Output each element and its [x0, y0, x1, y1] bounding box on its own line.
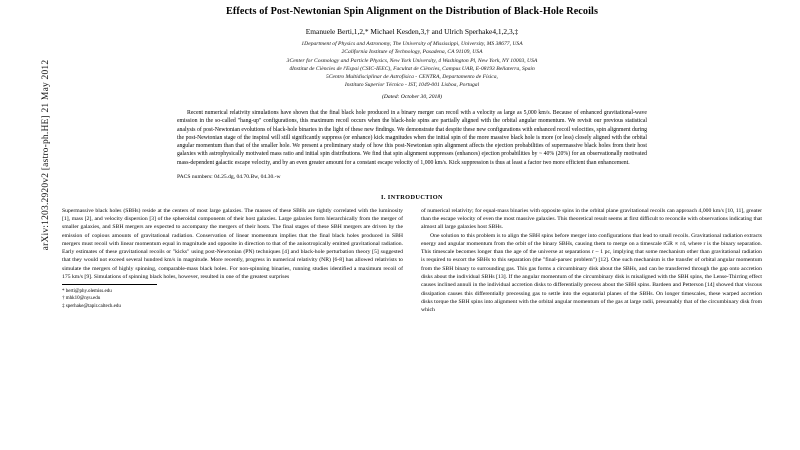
column-left — [62, 207, 403, 316]
section-heading-introduction: I. INTRODUCTION — [381, 193, 443, 201]
affiliation-item: 5Centro Multidisciplinar de Astrofísica - CENTRA, Departamento de Física, — [326, 73, 498, 80]
body-columns — [62, 207, 762, 316]
footnote-email-berti[interactable]: * berti@phy.olemiss.edu — [62, 288, 112, 294]
paper-page — [62, 0, 762, 450]
affiliation-item: Instituto Superior Técnico - IST, 1049-001 Lisboa, Portugal — [344, 81, 480, 88]
abstract-text: Recent numerical relativity simulations have shown that the final black hole produced in a binary merger can recoil with a velocity as large as 5,000 km/s. Because of enhanced gravitational-wave emission in the so-called "hang-up" configurations, this maximum recoil occurs when the black-hole spins are partially aligned with the orbital angular momentum. We revisit our previous statistical analysis of post-Newtonian evolutions of black-hole binaries in the light of these new findings. We demonstrate that despite these new configurations with enhanced recoil velocities, spin alignment during the post-Newtonian stage of the inspiral will still significantly suppress (or enhance) kick magnitudes when the initial spin of the more massive black hole is more (or less) closely aligned with the orbital angular momentum than that of the smaller hole. We present a preliminary study of how this post-Newtonian spin alignment affects the ejection probabilities of supermassive black holes from their host galaxies with astrophysically motivated mass ratio and initial spin distributions. We find that spin alignment suppresses (enhances) ejection probabilities by ~ 40% (20%) for an observationally motivated mass-dependent galactic escape velocity, and by an even greater amount for a constant escape velocity of 1,000 km/s. Kick suppression is thus at least a factor two more efficient than enhancement. — [177, 110, 647, 166]
affiliation-item: 3Center for Cosmology and Particle Physics, New York University, 4 Washington Pl, New York, NY 10003, USA — [286, 57, 538, 64]
pacs-numbers: PACS numbers: 04.25.dg, 04.70.Bw, 04.30.-w — [177, 173, 281, 180]
paragraph: Supermassive black holes (SBHs) reside at the centers of most large galaxies. The masses of these SBHs are tightly correlated with the luminosity [1], mass [2], and velocity dispersion [3] of the spheroidal components of their host galaxies. Large galaxies form hierarchically from the merger of smaller galaxies, and SBH mergers are expected to accompany the mergers of their hosts. The final stages of these SBH mergers are driven by the emission of copious amounts of gravitational radiation. Conservation of linear momentum implies that the final black holes produced in SBH mergers must recoil with linear momentum equal in magnitude and opposite in direction to that of the anisotropically emitted gravitational radiation. Early estimates of these gravitational recoils or "kicks" using post-Newtonian (PN) techniques [4] and black-hole perturbation theory [5] suggested that they would not exceed several hundred km/s in magnitude. More recently, progress in numerical relativity (NR) [6-8] has allowed relativists to simulate the mergers of highly spinning, comparable-mass black holes. For non-spinning binaries, running studies identified a maximum recoil of 175 km/s [9]. Simulations of spinning black holes, however, resulted in one of the greatest surprises — [62, 207, 403, 281]
paragraph: One solution to this problem is to align the SBH spins before merger into configurations that lead to small recoils. Gravitational radiation extracts energy and angular momentum from the orbit of the binary SBHs, causing them to merge on a timescale tGR ∝ r4, where r is the binary separation. This timescale becomes longer than the age of the universe at separations r ~ 1 pc, implying that some mechanism other than gravitational radiation is required to escort the SBHs to this separation (the "final-parsec problem") [12]. One such mechanism is the transfer of orbital angular momentum from the SBH binary to surrounding gas. This gas forms a circumbinary disk about the SBHs, and can be transferred through the gap onto accretion disks about the individual SBHs [13]. If the angular momentum of the circumbinary disk is misaligned with the SBH spins, the Lense-Thirring effect causes inclined annuli in the individual accretion disks to differentially precess about the SBH spins. Bardeen and Petterson [14] showed that viscous dissipation causes this differentially precessing gas to settle into the equatorial planes of the SBHs. On longer timescales, these warped accretion disks torque the SBH spins into alignment with the orbital angular momentum of the gas at large radii, presumably that of the circumbinary disk from which — [421, 232, 762, 314]
date-line: (Dated: October 30, 2018) — [382, 94, 442, 101]
affiliation-item: 1Department of Physics and Astronomy, The University of Mississippi, University, MS 38677, USA — [301, 41, 523, 48]
column-right-content — [421, 207, 762, 316]
paragraph: of numerical relativity; for equal-mass binaries with opposite spins in the orbital plane gravitational recoils can approach 4,000 km/s [10, 11], greater than the escape velocity of even the most massive galaxies. This theoretical result seems at first difficult to reconcile with observations indicating that almost all large galaxies host SBHs. — [421, 207, 762, 231]
column-right — [421, 207, 762, 316]
affiliation-item: 2California Institute of Technology, Pasadena, CA 91109, USA — [341, 49, 483, 56]
page-title: Effects of Post-Newtonian Spin Alignment on the Distribution of Black-Hole Recoils — [225, 6, 599, 17]
abstract — [177, 109, 647, 167]
author-list: Emanuele Berti,1,2,* Michael Kesden,3,† and Ulrich Sperhake4,1,2,3,‡ — [305, 26, 519, 36]
footnote-email-kesden[interactable]: † mhk10@nyu.edu — [62, 296, 101, 302]
footnote-email-sperhake[interactable]: ‡ sperhake@tapir.caltech.edu — [62, 303, 121, 309]
footnote-block — [62, 284, 392, 311]
arxiv-identifier-stamp: arXiv:1203.2920v2 [astro-ph.HE] 21 May 2012 — [41, 59, 51, 251]
footnote-rule — [62, 284, 157, 285]
affiliation-item: 4Institut de Ciències de l'Espai (CSIC-IEEC), Facultat de Ciències, Campus UAB, E-08193 Bellaterra, Spain — [289, 65, 535, 72]
affiliation-list — [62, 40, 762, 89]
